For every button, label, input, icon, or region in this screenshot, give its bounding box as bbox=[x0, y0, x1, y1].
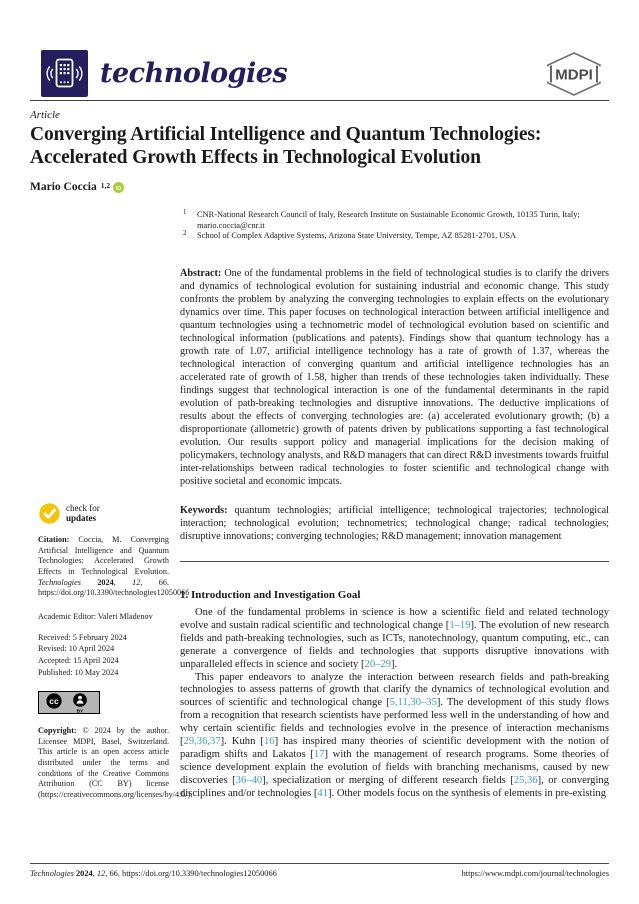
affiliation-2 bbox=[180, 231, 609, 242]
affiliation-marker: 2 bbox=[183, 230, 187, 238]
check-for-updates-label: check for updates bbox=[66, 502, 100, 523]
affiliation-marker: 1 bbox=[183, 209, 187, 216]
section-body bbox=[180, 607, 609, 802]
footer-journal-url[interactable]: https://www.mdpi.com/journal/technologies bbox=[461, 869, 609, 878]
abstract: Abstract: One of the fundamental problems in the field of technological studies is to clarify the drivers and dynamics of technological evolution for sustaining industrial and economic change. This study confronts the problem by analyzing the converging technologies to explain effects on the evolutionary dynamics over time. This paper focuses on technological interaction between artificial intelligence and quantum technologies using a technometric model of technological evolution based on scientific and technological information (publications and patents). Findings show that quantum technology has a growth rate of 1.07, artificial intelligence technology has a rate of growth of 1.37, whereas the technological interaction of converging quantum and artificial intelligence technologies has an accelerated rate of growth of 1.58, higher than trends of these technologies taken individually. These findings suggest that technological interaction is one of the fundamental determinants in the rapid evolution of path-breaking technologies and disruptive innovations. The deductive implications of results about the effects of converging technologies are: (a) accelerated evolutionary growth; (b) a disproportionate (allometric) growth of patents driven by publications supporting a fast technological evolution. Our results support policy and managerial implications for the decision making of policymakers, technology analysts, and R&D managers that can direct R&D investments towards fruitful inter-relationships between radical technologies to foster scientific and technological change with positive societal and economic impcats. bbox=[180, 267, 609, 488]
by-icon: BY bbox=[76, 709, 84, 715]
article-type-label: Article bbox=[30, 109, 60, 121]
author-line bbox=[30, 181, 609, 196]
affiliations bbox=[180, 210, 609, 242]
svg-text:iD: iD bbox=[115, 185, 122, 192]
keywords: Keywords: quantum technologies; artificial intelligence; technological trajectories; technological interaction; technological evolution; technometrics; technological change; radical technologies; disruptive innovations; converging technologies; R&D management; innovation management bbox=[180, 504, 609, 542]
body-paragraph-2: This paper endeavors to analyze the interaction between research fields and path-breaking technologies to assess patterns of growth that clarify the dynamics of technological evolution and sources of scientific and technological change [5,11,30–35]. The development of this study flows from a recognition that research scientists have performed less well in the understanding of how and why certain scientific fields and technologies evolve in the presence of interaction mechanisms [29,36,37]. Kuhn [16] has inspired many theories of scientific development with the notion of paradigm shifts and Lakatos [17] with the management of research programs. Some theories of science development explain the evolution of fields with branching mechanisms, caused by new discoveries [36–40], specialization or merging of different research fields [25,36], or converging disciplines and/or technologies [41]. Other models focus on the synthesis of elements in pre-existing bbox=[180, 671, 610, 800]
main-column bbox=[180, 210, 609, 801]
section-heading-introduction: 1. Introduction and Investigation Goal bbox=[180, 588, 361, 601]
technologies-logo-icon bbox=[41, 50, 88, 97]
journal-header bbox=[30, 50, 609, 98]
academic-editor: Academic Editor: Valeri Mladenov bbox=[38, 611, 153, 621]
citation-ref[interactable]: 1–19 bbox=[449, 619, 471, 631]
affiliation-1 bbox=[180, 210, 609, 231]
mdpi-hexagon-icon bbox=[541, 51, 607, 97]
mdpi-logo-text: MDPI bbox=[555, 66, 593, 84]
keywords-divider bbox=[180, 561, 609, 562]
citation-ref[interactable]: 20–29 bbox=[364, 658, 392, 670]
page-footer bbox=[30, 869, 609, 878]
orcid-icon[interactable] bbox=[113, 182, 124, 196]
citation-ref[interactable]: 16 bbox=[263, 736, 275, 748]
author-affiliation-superscript: 1,2 bbox=[100, 180, 111, 190]
header-divider bbox=[30, 100, 609, 101]
affiliation-text: School of Complex Adaptive Systems, Arizona State University, Tempe, AZ 85281-2701, USA bbox=[197, 231, 517, 241]
citation-ref[interactable]: 17 bbox=[313, 749, 325, 761]
accepted-date: Accepted: 15 April 2024 bbox=[38, 655, 119, 665]
author-name: Mario Coccia bbox=[30, 180, 97, 193]
footer-divider bbox=[30, 863, 609, 864]
check-for-updates-badge[interactable] bbox=[38, 502, 169, 525]
cc-icon: cc bbox=[49, 696, 59, 707]
journal-logo-group bbox=[41, 50, 287, 97]
body-paragraph-1: One of the fundamental problems in science is how a scientific field and related technology evolve and sustain radical scientific and technological change [1–19]. The evolution of new research fields and path-breaking technologies, such as ICTs, nanotechnology, quantum computing, etc., can generate a convergence of fields and technologies that supports disruptive innovations with unparalleled effects in science and society [20–29]. bbox=[180, 606, 609, 670]
citation-block: Citation: Coccia, M. Converging Artificial Intelligence and Quantum Technologies: Accelerated Growth Effects in Technological Evolution. Technologies 2024, 12, 66. https://doi.org/10.3390/technologies12050066 bbox=[38, 535, 190, 598]
published-date: Published: 10 May 2024 bbox=[38, 667, 119, 677]
affiliation-text: CNR-National Research Council of Italy, Research Institute on Sustainable Economic Growth, 10135 Turin, Italy; mario.coccia@cnr.it bbox=[197, 210, 580, 230]
journal-name: technologies bbox=[100, 58, 288, 89]
footer-citation[interactable]: Technologies 2024, 12, 66. https://doi.org/10.3390/technologies12050066 bbox=[30, 869, 277, 878]
citation-ref[interactable]: 41 bbox=[317, 788, 328, 800]
received-date: Received: 5 February 2024 bbox=[38, 632, 127, 642]
article-head bbox=[30, 109, 609, 196]
citation-ref[interactable]: 5,11,30–35 bbox=[389, 697, 437, 709]
revised-date: Revised: 10 April 2024 bbox=[38, 644, 115, 654]
article-dates bbox=[38, 633, 169, 679]
citation-ref[interactable]: 29,36,37 bbox=[183, 736, 221, 748]
check-icon bbox=[38, 502, 61, 525]
citation-ref[interactable]: 25,36 bbox=[513, 775, 538, 787]
article-meta-sidebar bbox=[38, 502, 193, 800]
mdpi-logo bbox=[541, 51, 607, 102]
page-title: Converging Artificial Intelligence and Quantum Technologies: Accelerated Growth Effects in Technological Evolution bbox=[30, 124, 542, 168]
cc-by-license-badge[interactable] bbox=[38, 691, 169, 718]
citation-ref[interactable]: 36–40 bbox=[235, 775, 263, 787]
copyright-block: Copyright: © 2024 by the author. Licensee MDPI, Basel, Switzerland. This article is an open access article distributed under the terms and conditions of the Creative Commons Attribution (CC BY) license (https://creativecommons.org/licenses/by/4.0/). bbox=[38, 725, 193, 799]
